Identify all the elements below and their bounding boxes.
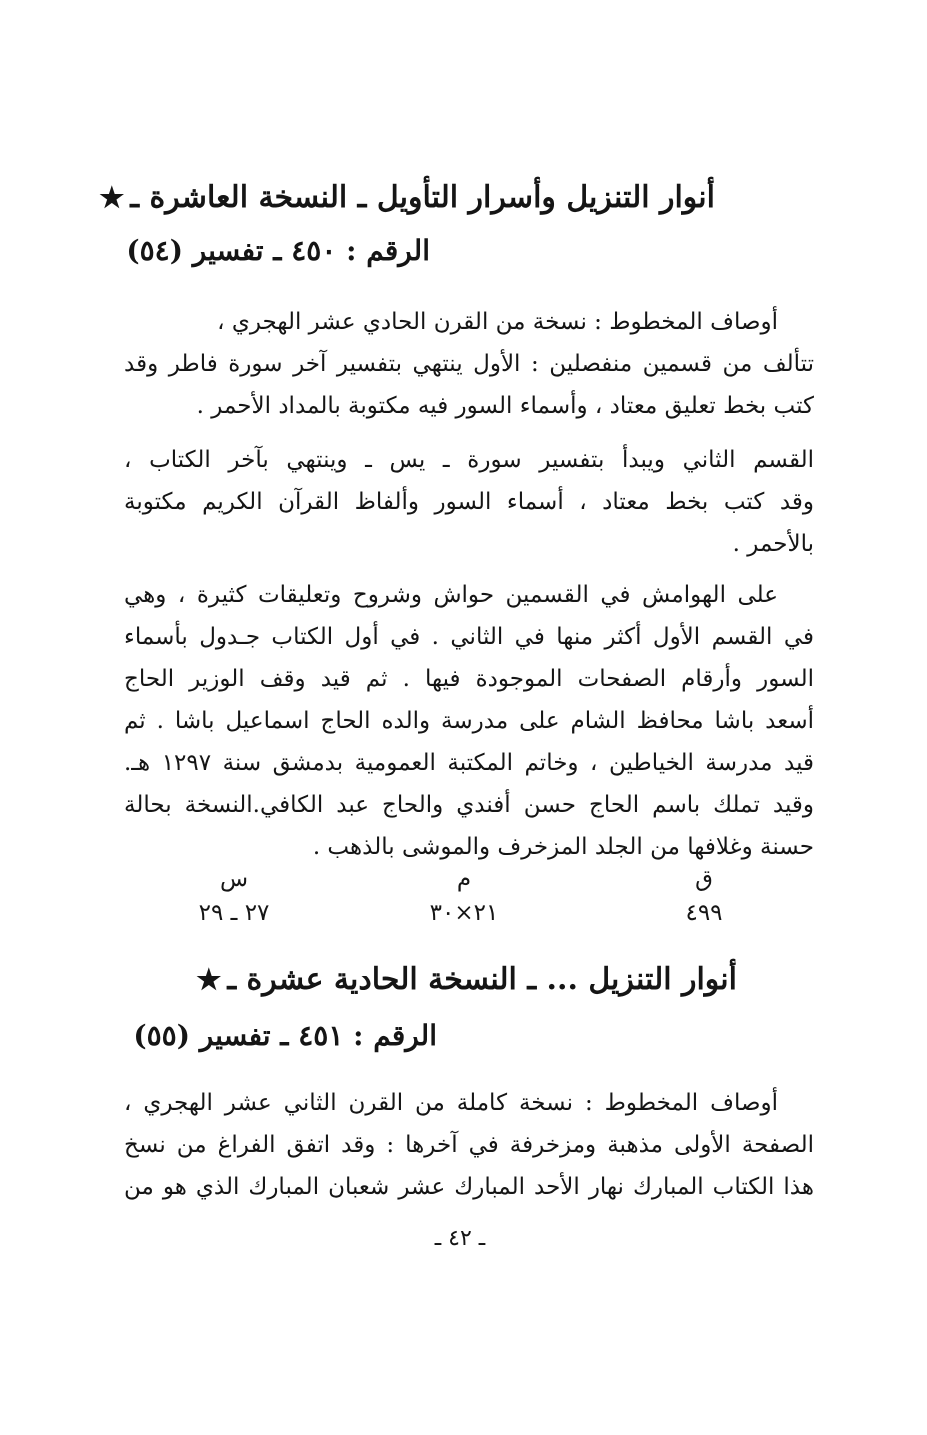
stat-value: ٢١×٣٠: [429, 900, 499, 926]
text-line: على الهوامش في القسمين حواش وشروح وتعليقات كثيرة ، وهي: [124, 582, 778, 608]
stat-dimensions: [394, 862, 534, 930]
stat-value: ٤٩٩: [685, 900, 723, 926]
stat-lines: [164, 862, 304, 930]
entry-heading: [196, 960, 737, 1000]
text-line: السور وأرقام الصفحات الموجودة فيها . ثم قيد وقف الوزير الحاج: [124, 666, 814, 692]
star-icon: ★: [196, 963, 222, 996]
text-line: القسم الثاني ويبدأ بتفسير سورة ـ يس ـ وينتهي بآخر الكتاب ،: [124, 447, 814, 473]
star-icon: ★: [99, 181, 125, 214]
text-line: أسعد باشا محافظ الشام على مدرسة والده الحاج اسماعيل باشا . ثم: [124, 708, 814, 734]
text-line: حسنة وغلافها من الجلد المزخرف والموشى بالذهب .: [312, 834, 814, 860]
stat-value: ٢٧ ـ ٢٩: [198, 900, 270, 926]
manuscript-stats: [124, 862, 814, 932]
text-line: أوصاف المخطوط : نسخة من القرن الحادي عشر الهجري ،: [217, 309, 778, 335]
text-line: في القسم الأول أكثر منها في الثاني . في أول الكتاب جـدول بأسماء: [124, 624, 814, 650]
stat-label: م: [456, 866, 472, 892]
description-paragraph: [124, 1082, 814, 1208]
description-paragraph: [124, 439, 814, 565]
stat-label: س: [219, 866, 249, 892]
entry-number: الرقم : ٤٥١ ـ تفسير (٥٥): [133, 1019, 437, 1052]
entry-heading: [99, 178, 715, 218]
text-line: الصفحة الأولى مذهبة ومزخرفة في آخرها : وقد اتفق الفراغ من نسخ: [124, 1132, 814, 1158]
text-line: أوصاف المخطوط : نسخة كاملة من القرن الثاني عشر الهجري ،: [124, 1090, 778, 1116]
entry-title: أنوار التنزيل وأسرار التأويل ـ النسخة العاشرة ـ: [130, 180, 715, 215]
text-line: بالأحمر .: [732, 531, 814, 557]
stat-label: ق: [695, 866, 713, 892]
text-line: هذا الكتاب المبارك نهار الأحد المبارك عشر شعبان المبارك الذي هو من: [124, 1174, 814, 1200]
text-line: تتألف من قسمين منفصلين : الأول ينتهي بتفسير آخر سورة فاطر وقد: [124, 351, 814, 377]
entry-title: أنوار التنزيل ... ـ النسخة الحادية عشرة ـ: [227, 962, 737, 997]
text-line: وقيد تملك باسم الحاج حسن أفندي والحاج عبد الكافي.النسخة بحالة: [124, 792, 814, 818]
stat-folios: [634, 862, 774, 930]
description-paragraph: [124, 301, 814, 427]
entry-number: الرقم : ٤٥٠ ـ تفسير (٥٤): [126, 234, 430, 267]
page-number: ـ ٤٢ ـ: [434, 1226, 486, 1251]
text-line: كتب بخط تعليق معتاد ، وأسماء السور فيه مكتوبة بالمداد الأحمر .: [196, 393, 814, 419]
description-paragraph: [124, 574, 814, 868]
text-line: وقد كتب بخط معتاد ، أسماء السور وألفاظ القرآن الكريم مكتوبة: [124, 489, 814, 515]
text-line: قيد مدرسة الخياطين ، وخاتم المكتبة العمومية بدمشق سنة ١٢٩٧ هـ.: [124, 750, 814, 776]
